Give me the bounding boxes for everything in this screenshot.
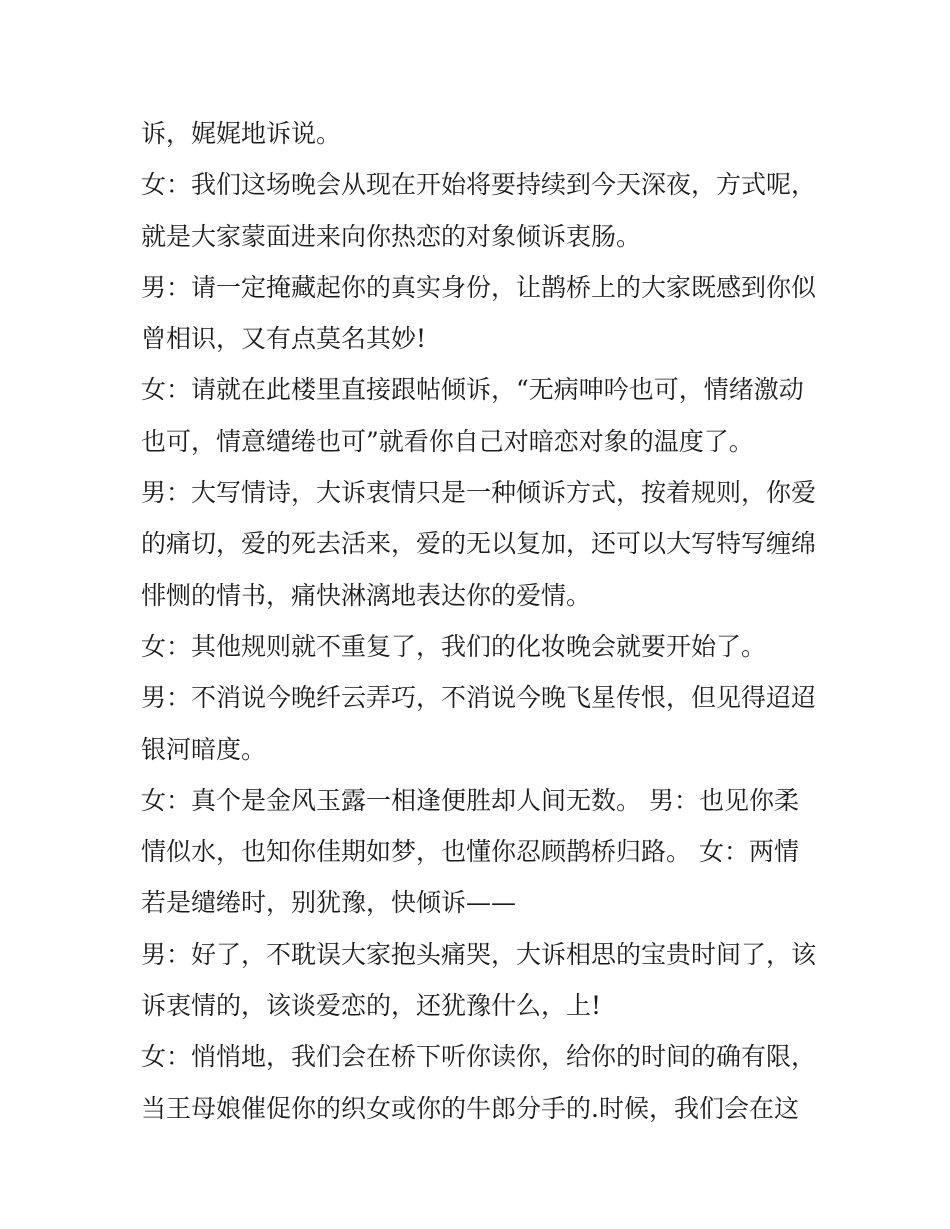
text-line: 悱恻的情书，痛快淋漓地表达你的爱情。	[141, 580, 592, 610]
text-line: 若是缱绻时，别犹豫，快倾诉——	[141, 888, 517, 918]
text-line: 诉，娓娓地诉说。	[141, 119, 342, 148]
text-line: 的痛切，爱的死去活来，爱的无以复加，还可以大写特写缠绵	[141, 529, 817, 559]
text-line: 女：真个是金风玉露一相逢便胜却人间无数。 男：也见你柔	[141, 785, 799, 815]
text-line: 男：好了，不耽误大家抱头痛哭，大诉相思的宝贵时间了，该	[141, 939, 817, 969]
text-line: 银河暗度。	[141, 734, 267, 764]
text-line: 女：其他规则就不重复了，我们的化妆晚会就要开始了。	[141, 631, 767, 661]
text-line: 女：我们这场晚会从现在开始将要持续到今天深夜，方式呢，	[141, 170, 817, 200]
text-line: 诉衷情的，该谈爱恋的，还犹豫什么，上!	[141, 991, 602, 1021]
text-line: 男：不消说今晚纤云弄巧，不消说今晚飞星传恨，但见得迢迢	[141, 683, 817, 713]
text-line: 就是大家蒙面进来向你热恋的对象倾诉衷肠。	[141, 221, 642, 251]
text-line: 男：请一定掩藏起你的真实身份，让鹊桥上的大家既感到你似	[141, 272, 817, 302]
text-line: 男：大写情诗，大诉衷情只是一种倾诉方式，按着规则，你爱	[141, 478, 817, 508]
document-body	[141, 108, 821, 1134]
text-line: 曾相识，又有点莫名其妙!	[141, 324, 427, 354]
text-line: 当王母娘催促你的织女或你的牛郎分手的.时候，我们会在这	[141, 1093, 799, 1123]
text-line: 情似水，也知你佳期如梦，也懂你忍顾鹊桥归路。 女：两情	[141, 837, 799, 867]
text-line: 也可，情意缱绻也可”就看你自己对暗恋对象的温度了。	[141, 426, 754, 456]
text-line: 女：请就在此楼里直接跟帖倾诉，“无病呻吟也可，情绪激动	[141, 375, 804, 405]
text-line: 女：悄悄地，我们会在桥下听你读你，给你的时间的确有限，	[141, 1042, 817, 1072]
